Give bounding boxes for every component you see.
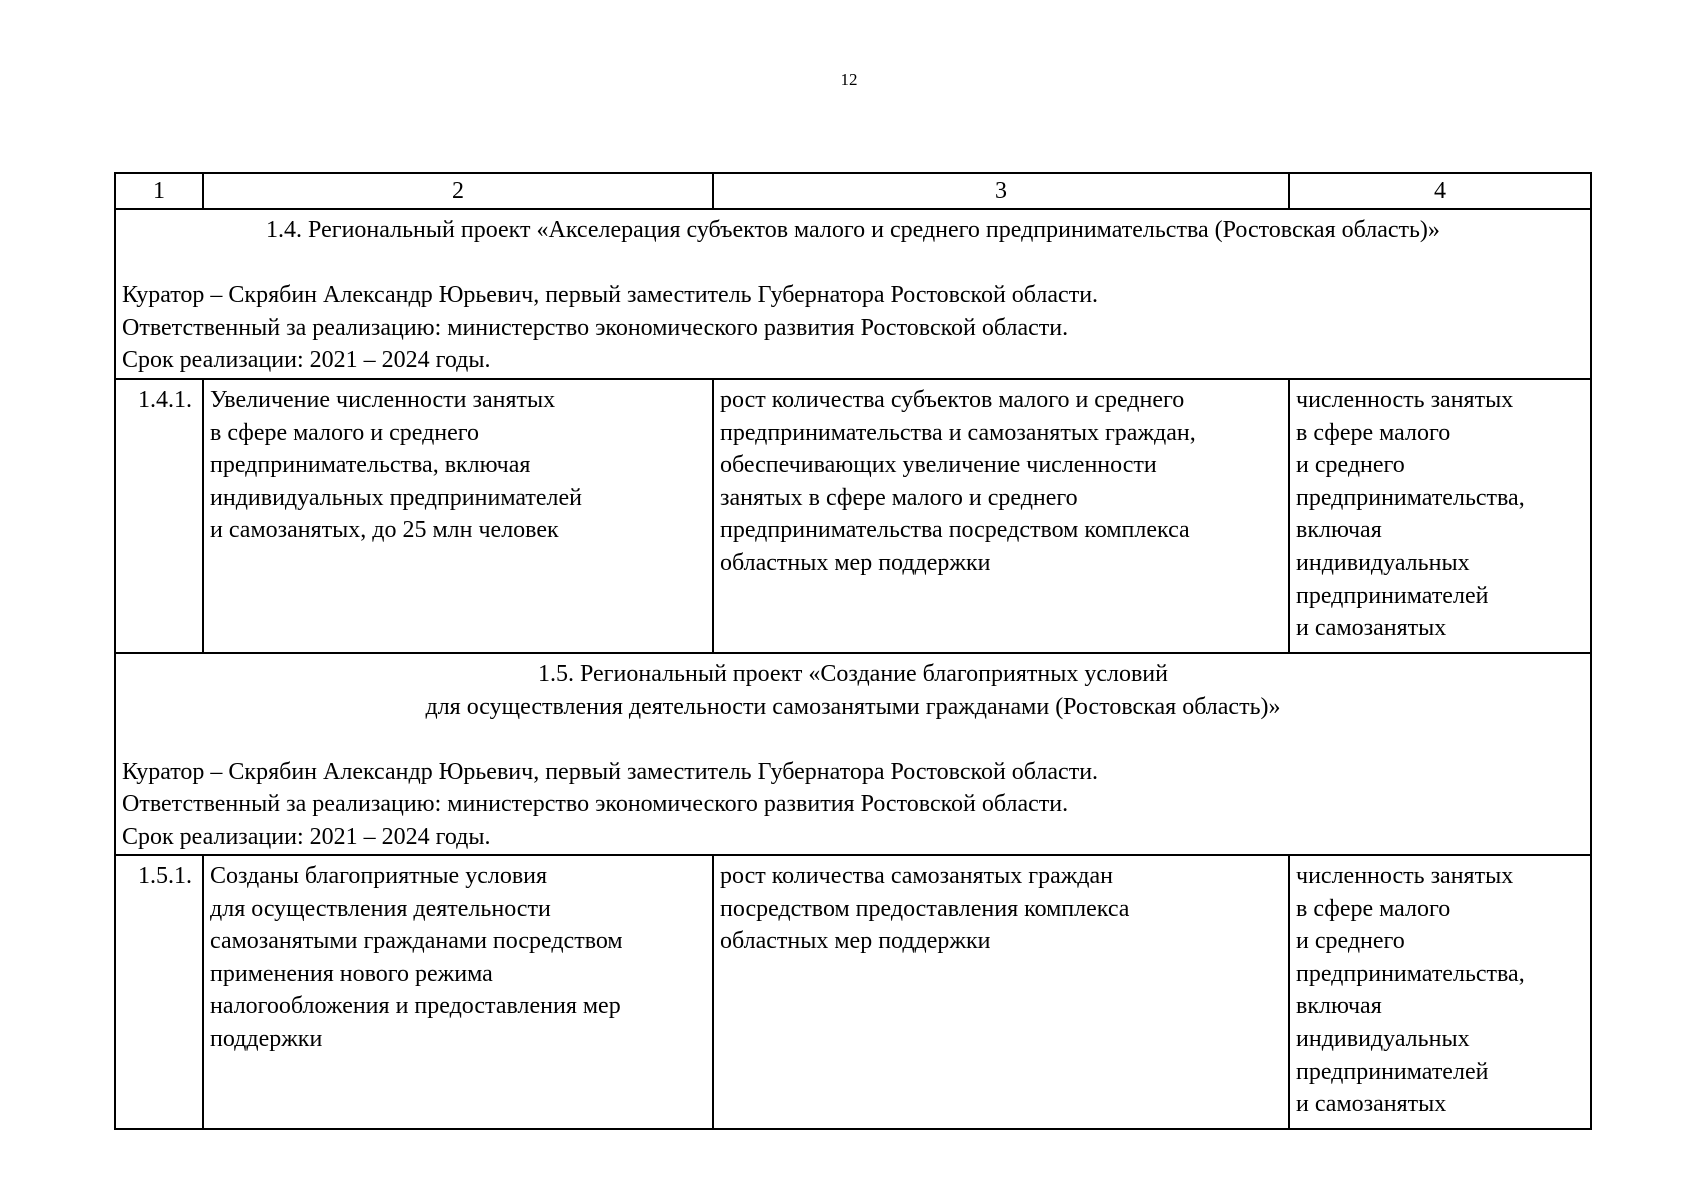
cell-line: предпринимателей xyxy=(1296,1058,1489,1085)
section-title-1-5 xyxy=(122,658,1584,723)
section-responsible: Ответственный за реализацию: министерство экономического развития Ростовской области. xyxy=(122,791,1069,818)
section-header-1-5 xyxy=(115,653,1591,855)
section-row-1-5 xyxy=(115,653,1591,855)
cell-line: областных мер поддержки xyxy=(720,549,991,576)
cell-line: самозанятыми гражданами посредством xyxy=(210,928,623,955)
cell-line: рост количества самозанятых граждан xyxy=(720,863,1114,889)
cell-line: обеспечивающих увеличение численности xyxy=(720,452,1157,479)
cell-line: и самозанятых xyxy=(1296,615,1447,642)
cell-line: применения нового режима xyxy=(210,960,493,987)
cell-line: предпринимателей xyxy=(1296,582,1489,609)
cell-line: в сфере малого xyxy=(1296,895,1451,922)
section-responsible: Ответственный за реализацию: министерство экономического развития Ростовской области. xyxy=(122,314,1069,341)
cell-line: рост количества субъектов малого и среднего xyxy=(720,387,1185,413)
section-title-line: 1.4. Региональный проект «Акселерация субъектов малого и среднего предпринимательства (Ростовская область)» xyxy=(266,217,1440,243)
cell-line: численность занятых xyxy=(1296,863,1514,889)
cell-line: и среднего xyxy=(1296,452,1405,479)
header-cell-1: 1 xyxy=(115,173,203,209)
section-curator: Куратор – Скрябин Александр Юрьевич, первый заместитель Губернатора Ростовской области. xyxy=(122,758,1099,785)
cell-line: в сфере малого и среднего xyxy=(210,419,480,446)
cell-line: предпринимательства, включая xyxy=(210,452,531,479)
row-number: 1.4.1. xyxy=(115,379,203,653)
row-result-cell xyxy=(713,855,1289,1129)
row-measure-cell xyxy=(203,379,713,653)
cell-line: занятых в сфере малого и среднего xyxy=(720,484,1078,511)
header-cell-2: 2 xyxy=(203,173,713,209)
cell-line: поддержки xyxy=(210,1025,323,1052)
section-title-line: 1.5. Региональный проект «Создание благоприятных условий xyxy=(537,661,1168,687)
cell-line: включая xyxy=(1296,993,1382,1020)
cell-line: и самозанятых, до 25 млн человек xyxy=(210,517,559,544)
row-indicator-cell xyxy=(1289,379,1591,653)
table-header-row xyxy=(115,173,1591,209)
cell-line: индивидуальных xyxy=(1296,549,1470,576)
section-row-1-4 xyxy=(115,209,1591,379)
cell-line: и среднего xyxy=(1296,928,1405,955)
section-header-1-4 xyxy=(115,209,1591,379)
cell-line: в сфере малого xyxy=(1296,419,1451,446)
table-row-1-5-1 xyxy=(115,855,1591,1129)
row-measure-cell xyxy=(203,855,713,1129)
cell-line: включая xyxy=(1296,517,1382,544)
cell-line: Увеличение численности занятых xyxy=(210,387,556,413)
measures-table xyxy=(114,172,1592,1130)
cell-line: численность занятых xyxy=(1296,387,1514,413)
cell-line: предпринимательства посредством комплекса xyxy=(720,517,1190,544)
cell-line: налогообложения и предоставления мер xyxy=(210,993,621,1020)
cell-line: индивидуальных xyxy=(1296,1025,1470,1052)
section-period: Срок реализации: 2021 – 2024 годы. xyxy=(122,823,491,850)
cell-line: предпринимательства и самозанятых граждан, xyxy=(720,419,1196,446)
header-cell-3: 3 xyxy=(713,173,1289,209)
cell-line: для осуществления деятельности xyxy=(210,895,551,922)
section-title-1-4 xyxy=(122,214,1584,247)
page-number: 12 xyxy=(840,70,858,89)
cell-line: предпринимательства, xyxy=(1296,960,1525,987)
cell-line: индивидуальных предпринимателей xyxy=(210,484,582,511)
section-period: Срок реализации: 2021 – 2024 годы. xyxy=(122,347,491,374)
cell-line: посредством предоставления комплекса xyxy=(720,895,1130,922)
header-cell-4: 4 xyxy=(1289,173,1591,209)
cell-line: предпринимательства, xyxy=(1296,484,1525,511)
cell-line: областных мер поддержки xyxy=(720,928,991,955)
row-indicator-cell xyxy=(1289,855,1591,1129)
section-title-line: для осуществления деятельности самозанятыми гражданами (Ростовская область)» xyxy=(425,693,1281,720)
row-result-cell xyxy=(713,379,1289,653)
cell-line: и самозанятых xyxy=(1296,1091,1447,1118)
cell-line: Созданы благоприятные условия xyxy=(210,863,548,889)
section-curator: Куратор – Скрябин Александр Юрьевич, первый заместитель Губернатора Ростовской области. xyxy=(122,282,1099,309)
row-number: 1.5.1. xyxy=(115,855,203,1129)
table-row-1-4-1 xyxy=(115,379,1591,653)
